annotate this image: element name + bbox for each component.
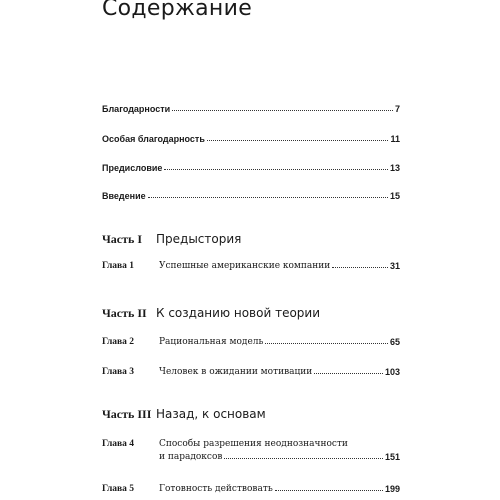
dot-leader	[224, 458, 383, 459]
dot-leader	[265, 343, 388, 344]
dot-leader	[332, 267, 388, 268]
part-number: Часть II	[102, 306, 147, 320]
dot-leader	[164, 169, 388, 170]
dot-leader	[148, 197, 388, 198]
toc-chapter-entry[interactable]	[102, 484, 400, 494]
toc-entry-label: Предисловие	[102, 163, 163, 173]
toc-entry-label: Введение	[102, 191, 146, 201]
chapter-number: Глава 4	[102, 439, 135, 449]
part-heading[interactable]	[102, 407, 266, 422]
toc-entry-page: 15	[389, 191, 400, 201]
toc-entry-special-thanks[interactable]	[102, 130, 400, 144]
chapter-page: 103	[384, 367, 400, 377]
toc-entry-label: Благодарности	[102, 104, 171, 114]
part-number: Часть III	[102, 407, 152, 421]
toc-chapter-entry[interactable]	[102, 367, 400, 377]
dot-leader	[275, 490, 383, 491]
chapter-number: Глава 1	[102, 261, 135, 271]
toc-entry-page: 13	[389, 163, 400, 173]
part-number: Часть I	[102, 232, 143, 246]
toc-entry-page: 7	[394, 104, 400, 114]
chapter-title-line1: Способы разрешения неоднозначности	[159, 439, 348, 449]
chapter-title: Человек в ожидании мотивации	[159, 367, 313, 377]
dot-leader	[207, 140, 389, 141]
part-title: Назад, к основам	[156, 407, 266, 421]
chapter-page: 65	[389, 337, 400, 347]
part-heading[interactable]	[102, 306, 320, 321]
chapter-title: Готовность действовать	[159, 484, 273, 494]
toc-entry-introduction[interactable]	[102, 187, 400, 201]
toc-chapter-entry[interactable]	[102, 337, 400, 347]
chapter-page: 199	[384, 484, 400, 494]
dot-leader	[314, 373, 383, 374]
chapter-number: Глава 3	[102, 367, 135, 377]
toc-entry-page: 11	[390, 134, 400, 144]
dot-leader	[172, 110, 393, 111]
page-title: Содержание	[102, 0, 253, 21]
part-title: Предыстория	[156, 232, 242, 246]
chapter-number: Глава 5	[102, 484, 135, 494]
chapter-number: Глава 2	[102, 337, 135, 347]
chapter-page: 151	[384, 452, 400, 462]
toc-entry-label: Особая благодарность	[102, 134, 205, 144]
toc-chapter-entry[interactable]	[102, 439, 400, 462]
part-title: К созданию новой теории	[156, 306, 321, 320]
chapter-title: Рациональная модель	[159, 337, 264, 347]
chapter-title-line2: и парадоксов	[159, 452, 223, 462]
toc-entry-acknowledgements[interactable]	[102, 100, 400, 114]
chapter-page: 31	[389, 261, 400, 271]
toc-chapter-entry[interactable]	[102, 261, 400, 271]
part-heading[interactable]	[102, 232, 241, 247]
toc-entry-preface[interactable]	[102, 159, 400, 173]
chapter-title: Успешные американские компании	[159, 261, 331, 271]
